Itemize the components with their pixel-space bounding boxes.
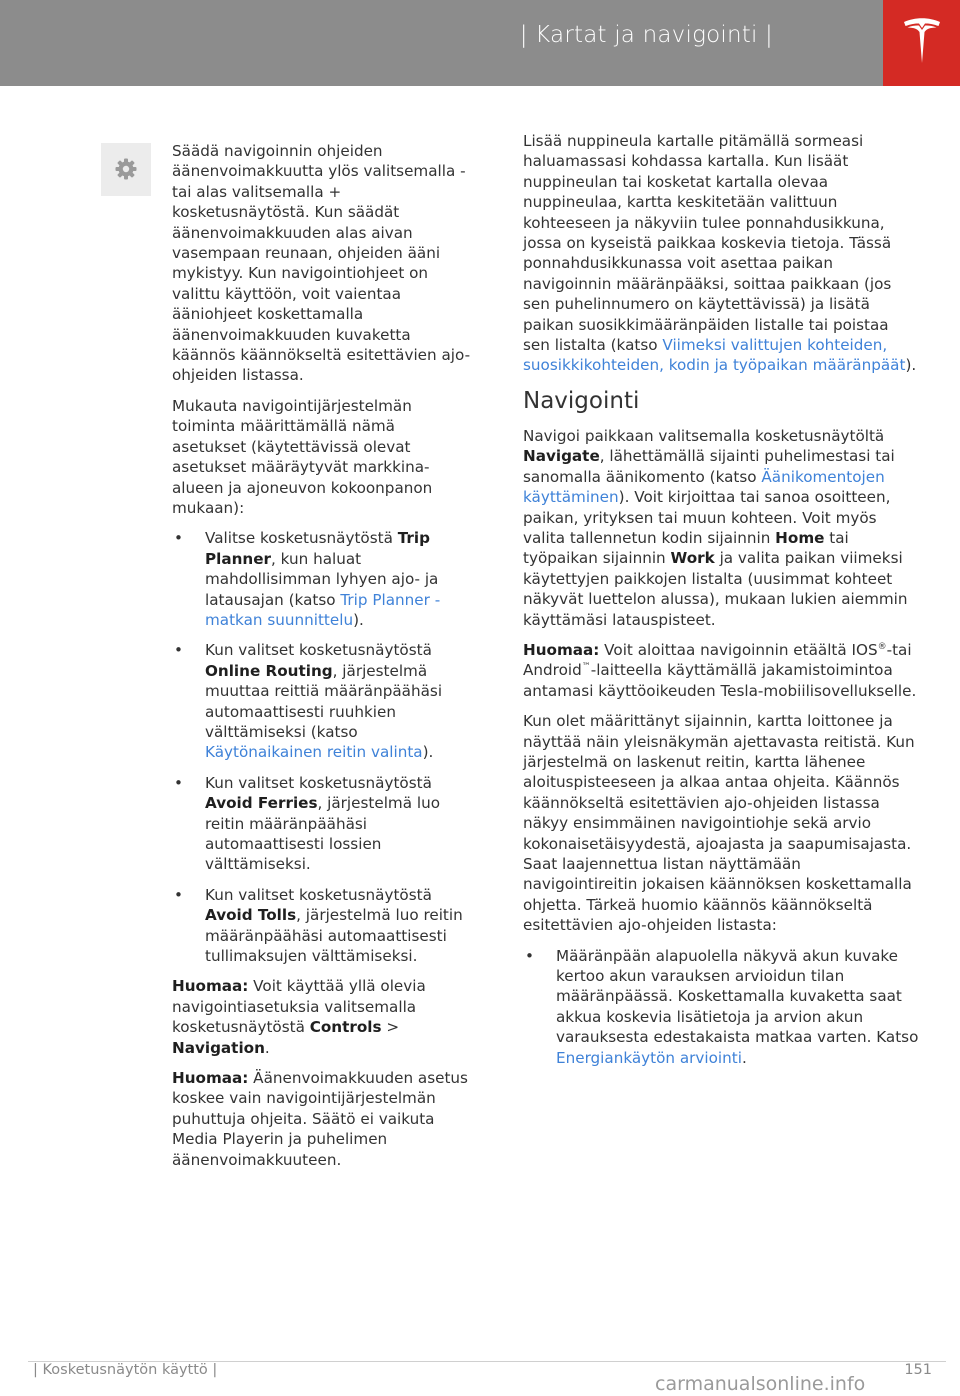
route-list (523, 946, 920, 1068)
avoid-ferries-label: Avoid Ferries (205, 794, 318, 813)
online-routing-label: Online Routing (205, 661, 333, 680)
route-paragraph: Kun olet määrittänyt sijainnin, kartta loittonee ja näyttää näin yleisnäkymän ajettavasta reitistä. Kun järjestelmä on laskenut reitin, kartta lähenee aloituspisteeseen ja alkaa antaa ohjeita. Käännös käännökseltä esitettävien ajo-ohjeiden listassa näkyy ensimmäinen navigointiohje sekä arvio kokonaisetäisyydestä, ajoajasta ja saapumisajasta. Saat laajennettua listan näyttämään navigointireitin jokaisen käännöksen koskettamalla ohjetta. Tärkeä huomio käännös käännökseltä esitettävien ajo-ohjeiden listasta: (523, 712, 915, 935)
trip-planner-label: Trip Planner (205, 529, 430, 568)
voice-commands-link[interactable]: Äänikomentojen käyttäminen (523, 467, 885, 507)
note-paragraph: Huomaa: Voit käyttää yllä olevia navigointiasetuksia valitsemalla kosketusnäytöstä Controls > Navigation. (172, 977, 426, 1057)
energy-estimate-link[interactable]: Energiankäytön arviointi (556, 1048, 742, 1067)
list-item: • Kun valitset kosketusnäytöstä Avoid Tolls, järjestelmä luo reitin määränpäähäsi automaattisesti tullimaksujen välttämiseksi. (172, 885, 472, 967)
watermark: carmanualsonline.info (655, 1373, 866, 1395)
trip-planner-link[interactable]: Trip Planner - matkan suunnittelu (205, 590, 441, 629)
section-heading: Navigointi (523, 387, 640, 414)
page-number: 151 (904, 1362, 932, 1378)
pin-paragraph: Lisää nuppineula kartalle pitämällä sormeasi haluamassasi kohdassa kartalla. Kun lisäät nuppineulan tai kosketat kartalla olevaa nuppineulaa, kartta keskitetään valittuun kohteeseen ja näkyviin tulee ponnahdusikkuna, jossa on kyseistä paikkaa koskevia tietoja. Tässä ponnahdusikkunassa voit asettaa paikan navigoinnin määränpääksi, soittaa paikkaan (jos sen puhelinnumero on käytettävissä) ja lisätä paikan suosikkimääränpäiden listalle tai poistaa sen listalta (katso Viimeksi valittujen kohteiden, suosikkikohteiden, kodin ja työpaikan määränpäät). (523, 132, 917, 375)
gear-icon (115, 158, 137, 180)
navigate-paragraph: Navigoi paikkaan valitsemalla kosketusnäytöltä Navigate, lähettämällä sijainti puhelimestasi tai sanomalla äänikomento (katso Äänikomentojen käyttäminen). Voit kirjoittaa tai sanoa osoitteen, paikan, yrityksen tai muun kohteen. Voit myös valita tallennetun kodin sijainnin Home tai työpaikan sijainnin Work ja valita paikan viimeksi käytettyjen paikkojen listalta (uusimmat kohteet näkyvät luettelon alussa), mukaan lukien aiemmin käyttämäsi latauspisteet. (523, 426, 908, 629)
navigation-settings-list (172, 528, 472, 966)
list-item: • Määränpään alapuolella näkyvä akun kuvake kertoo akun varauksen arvioidun tilan määränpäässä. Koskettamalla kuvaketta saat akkua koskevia lisätietoja ja arvion akun varauksesta edestakaista matkaa varten. Katso Energiankäytön arviointi. (523, 946, 920, 1068)
list-item: • Kun valitset kosketusnäytöstä Online Routing, järjestelmä muuttaa reittiä määränpäähäsi automaattisesti ruuhkien välttämiseksi (katso Käytönaikainen reitin valinta). (172, 640, 472, 762)
settings-intro-paragraph: Mukauta navigointijärjestelmän toiminta määrittämällä nämä asetukset (käytettävissä olevat asetukset määräytyvät markkina-alueen ja ajoneuvon kokoonpanon mukaan): (172, 396, 433, 517)
avoid-tolls-label: Avoid Tolls (205, 906, 297, 925)
note-paragraph: Huomaa: Voit aloittaa navigoinnin etäältä IOS®-tai Android™-laitteella käyttämällä jakamistoimintoa antamasi käyttöoikeuden Tesla-mobiilisovellukselle. (523, 640, 917, 700)
list-item: • Valitse kosketusnäytöstä Trip Planner, kun haluat mahdollisimman lyhyen ajo- ja latausajan (katso Trip Planner - matkan suunnittelu). (172, 528, 472, 630)
brand-logo-box (883, 0, 960, 86)
page-header (0, 0, 883, 86)
online-routing-link[interactable]: Käytönaikainen reitin valinta (205, 743, 423, 762)
list-item: • Kun valitset kosketusnäytöstä Avoid Ferries, järjestelmä luo reitin määränpäähäsi automaattisesti lossien välttämiseksi. (172, 773, 472, 875)
tesla-logo-icon (903, 17, 941, 65)
page-title: | Kartat ja navigointi | (519, 22, 773, 48)
favorites-link[interactable]: Viimeksi valittujen kohteiden, suosikkikohteiden, kodin ja työpaikan määränpäät (523, 336, 906, 375)
note-paragraph: Huomaa: Äänenvoimakkuuden asetus koskee vain navigointijärjestelmän puhuttuja ohjeita. Säätö ei vaikuta Media Playerin ja puhelimen äänenvoimakkuuteen. (172, 1069, 468, 1169)
right-column (523, 131, 920, 1078)
volume-paragraph: Säädä navigoinnin ohjeiden äänenvoimakkuutta ylös valitsemalla - tai alas valitsemalla + kosketusnäytöstä. Kun säädät äänenvoimakkuuden alas aivan vasempaan reunaan, ohjeiden ääni mykistyy. Kun navigointiohjeet on valittu käyttöön, voit vaientaa ääniohjeet koskettamalla äänenvoimakkuuden kuvaketta käännös käännökseltä esitettävien ajo-ohjeiden listassa. (172, 142, 471, 385)
left-column (172, 141, 472, 1180)
settings-icon-box (101, 143, 151, 196)
footer-section-title: | Kosketusnäytön käyttö | (33, 1362, 218, 1378)
